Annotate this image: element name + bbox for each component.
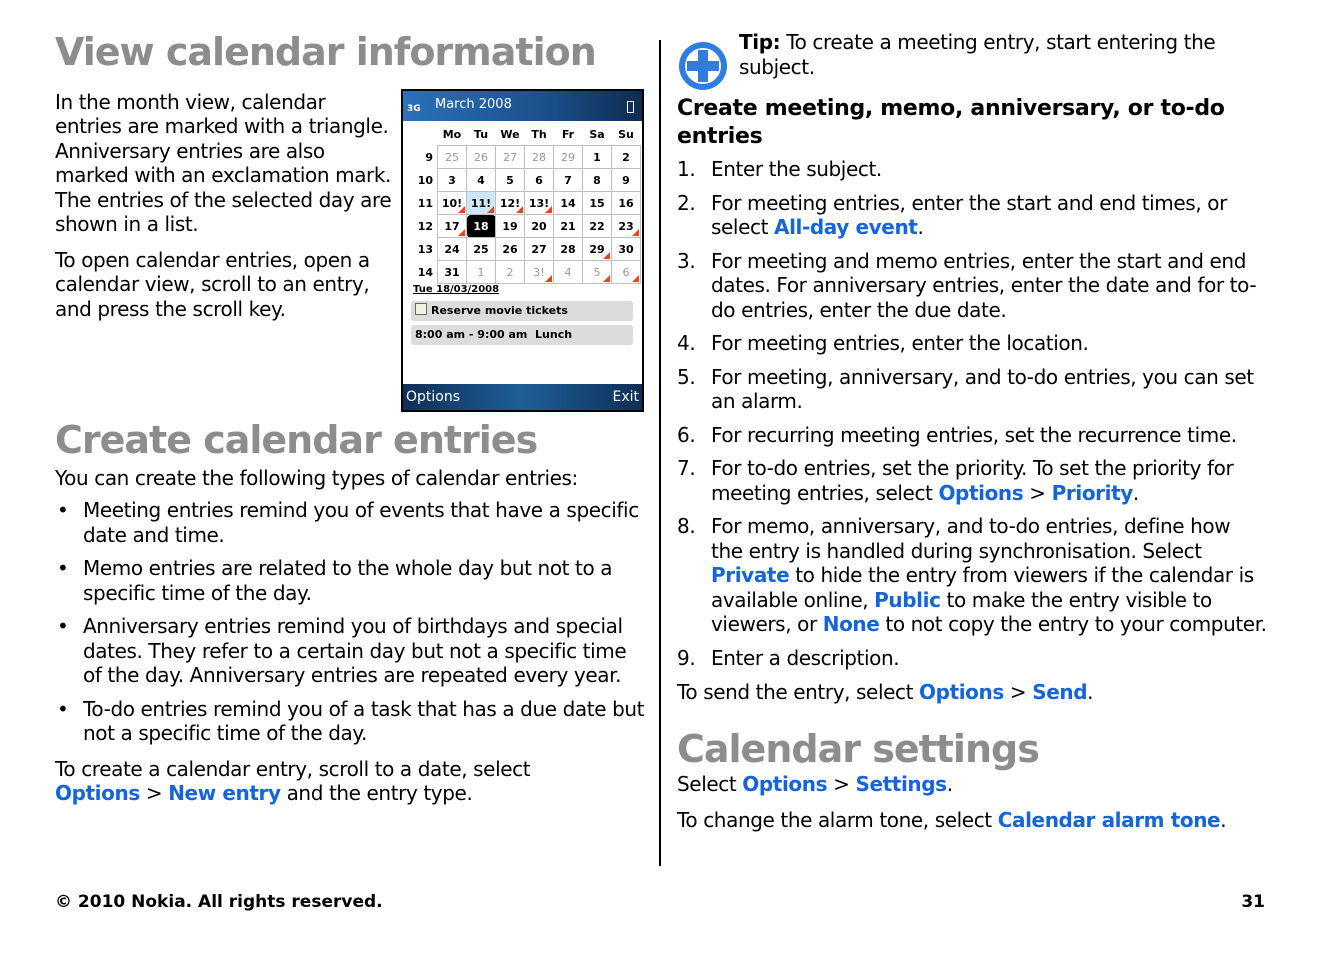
memo-icon — [415, 303, 427, 315]
list-item: 6. For recurring meeting entries, set the recurrence time. — [677, 422, 1237, 447]
day-cell[interactable]: 2 — [612, 146, 641, 169]
week-number: 12 — [417, 219, 433, 233]
list-item: 5. For meeting, anniversary, and to-do entries, you can set an alarm. — [677, 364, 1254, 413]
list-item: 8. For memo, anniversary, and to-do entries, define how the entry is handled during synchronisation. Select Private to hide the entry from viewers if the calendar is available online, Public to make the entry visible to viewers, or None to not copy the entry to your computer. — [677, 514, 1267, 636]
view-paragraph-1: In the month view, calendar entries are marked with a triangle. Anniversary entries are also marked with an exclamation mark. The entries of the selected day are shown in a list. — [55, 89, 392, 237]
public-link[interactable]: Public — [874, 587, 941, 612]
month-title: March 2008 — [435, 97, 512, 112]
day-cell[interactable]: 28 — [525, 146, 554, 169]
create-intro: You can create the following types of calendar entries: — [55, 465, 578, 490]
options-softkey[interactable]: Options — [406, 389, 461, 405]
day-cell[interactable]: 6 — [525, 169, 554, 192]
day-cell[interactable]: 25 — [438, 146, 467, 169]
entry-marker-icon — [516, 206, 523, 213]
day-cell[interactable]: 31 — [438, 261, 467, 284]
entry-marker-icon — [545, 275, 552, 282]
all-day-event-link[interactable]: All-day event — [774, 215, 918, 239]
list-item: 7. For to-do entries, set the priority. To set the priority for meeting entries, select Options > Priority. — [677, 456, 1234, 505]
list-item: 1. Enter the subject. — [677, 157, 882, 181]
day-cell[interactable]: 29 — [554, 146, 583, 169]
day-cell[interactable]: 15 — [583, 192, 612, 215]
list-item: • Meeting entries remind you of events that have a specific date and time. — [55, 498, 645, 547]
entry-marker-icon — [458, 206, 465, 213]
weekday-header: Sa — [589, 127, 605, 141]
day-cell[interactable]: 17 — [438, 215, 467, 238]
list-item: • Memo entries are related to the whole day but not to a specific time of the day. — [55, 556, 645, 605]
battery-icon — [627, 101, 634, 113]
day-cell[interactable]: 21 — [554, 215, 583, 238]
day-cell[interactable]: 26 — [496, 238, 525, 261]
day-cell[interactable]: 5 — [496, 169, 525, 192]
week-number: 9 — [425, 150, 433, 164]
day-cell[interactable]: 10! — [438, 192, 467, 215]
new-entry-link[interactable]: New entry — [168, 781, 281, 806]
list-item: • To-do entries remind you of a task that has a due date but not a specific time of the day. — [55, 697, 645, 746]
weekday-header: Mo — [442, 127, 462, 141]
tip-box — [677, 30, 1267, 79]
weekday-header: Su — [618, 127, 634, 141]
day-cell[interactable]: 19 — [496, 215, 525, 238]
entry-marker-icon — [487, 206, 494, 213]
list-item: 3. For meeting and memo entries, enter the start and end dates. For anniversary entries, enter the date and for to-do entries, enter the due date. — [677, 248, 1257, 322]
none-link[interactable]: None — [822, 612, 880, 636]
right-column — [677, 30, 1267, 832]
options-link[interactable]: Options — [938, 480, 1024, 505]
day-cell[interactable]: 22 — [583, 215, 612, 238]
week-number: 10 — [417, 173, 433, 187]
day-cell[interactable]: 5 — [583, 261, 612, 284]
entry-marker-icon — [632, 275, 639, 282]
calendar-month-screenshot — [401, 89, 644, 412]
day-cell[interactable]: 16 — [612, 192, 641, 215]
network-indicator: 3G — [407, 104, 421, 114]
day-cell[interactable]: 14 — [554, 192, 583, 215]
day-cell[interactable]: 4 — [467, 169, 496, 192]
entry-marker-icon — [603, 252, 610, 259]
entry-marker-icon — [632, 229, 639, 236]
entry-marker-icon — [458, 229, 465, 236]
send-instruction: To send the entry, select Options > Send. — [677, 680, 1094, 704]
tip-text: Tip: To create a meeting entry, start entering the subject. — [739, 30, 1216, 79]
alarm-instruction: To change the alarm tone, select Calendar alarm tone. — [677, 807, 1227, 832]
private-link[interactable]: Private — [711, 563, 790, 587]
day-cell[interactable]: 2 — [496, 261, 525, 284]
day-cell[interactable]: 6 — [612, 261, 641, 284]
weekday-header: Th — [531, 127, 547, 141]
selected-date: Tue 18/03/2008 — [413, 284, 500, 295]
create-entries-heading: Create meeting, memo, anniversary, or to-do entries — [677, 96, 1225, 149]
day-cell[interactable]: 20 — [525, 215, 554, 238]
week-number: 13 — [417, 242, 433, 256]
day-cell[interactable]: 25 — [467, 238, 496, 261]
day-cell[interactable]: 26 — [467, 146, 496, 169]
view-paragraph-2: To open calendar entries, open a calendar view, scroll to an entry, and press the scroll key. — [55, 247, 370, 321]
day-cell[interactable]: 13! — [525, 192, 554, 215]
day-cell[interactable]: 24 — [438, 238, 467, 261]
day-cell[interactable]: 1 — [467, 261, 496, 284]
entry-marker-icon — [603, 275, 610, 282]
day-cell[interactable]: 9 — [612, 169, 641, 192]
week-number: 11 — [417, 196, 433, 210]
send-link[interactable]: Send — [1032, 680, 1088, 704]
options-link[interactable]: Options — [919, 680, 1004, 704]
day-cell[interactable]: 3! — [525, 261, 554, 284]
weekday-header: Fr — [561, 127, 575, 141]
day-cell[interactable]: 8 — [583, 169, 612, 192]
week-number: 14 — [417, 265, 433, 279]
day-cell[interactable]: 18 — [467, 215, 496, 238]
calendar-alarm-tone-link[interactable]: Calendar alarm tone — [997, 807, 1221, 832]
day-cell[interactable]: 23 — [612, 215, 641, 238]
day-cell[interactable]: 28 — [554, 238, 583, 261]
day-cell[interactable]: 4 — [554, 261, 583, 284]
month-grid — [409, 123, 641, 284]
day-cell[interactable]: 12! — [496, 192, 525, 215]
options-link[interactable]: Options — [742, 772, 828, 797]
settings-link[interactable]: Settings — [855, 772, 947, 797]
entry-marker-icon — [545, 206, 552, 213]
entry-types-list — [55, 498, 645, 746]
exit-softkey[interactable]: Exit — [612, 389, 639, 405]
day-cell[interactable]: 29 — [583, 238, 612, 261]
steps-list — [677, 157, 1267, 670]
settings-instruction: Select Options > Settings. — [677, 772, 953, 797]
priority-link[interactable]: Priority — [1051, 480, 1133, 505]
create-outro: To create a calendar entry, scroll to a date, select Options > New entry and the entry type. — [55, 756, 531, 806]
list-item: 2. For meeting entries, enter the start and end times, or select All-day event. — [677, 190, 1227, 239]
weekday-header: We — [500, 127, 520, 141]
options-link[interactable]: Options — [55, 781, 140, 806]
day-cell[interactable]: 11! — [467, 192, 496, 215]
list-item: 4. For meeting entries, enter the location. — [677, 331, 1089, 355]
day-cell[interactable]: 27 — [496, 146, 525, 169]
day-cell[interactable]: 27 — [525, 238, 554, 261]
page-footer — [55, 892, 1265, 912]
page-number: 31 — [1241, 892, 1265, 912]
plus-icon — [677, 40, 729, 96]
softkey-bar — [403, 384, 642, 410]
day-cell[interactable]: 1 — [583, 146, 612, 169]
day-cell[interactable]: 30 — [612, 238, 641, 261]
phone-title-bar — [403, 91, 642, 121]
column-divider — [659, 40, 661, 866]
day-cell[interactable]: 3 — [438, 169, 467, 192]
create-calendar-title: Create calendar entries — [55, 418, 538, 463]
calendar-settings-title: Calendar settings — [677, 726, 1039, 771]
weekday-header: Tu — [473, 127, 489, 141]
copyright: © 2010 Nokia. All rights reserved. — [55, 892, 383, 912]
list-item: • Anniversary entries remind you of birthdays and special dates. They refer to a certain day but not a specific time of the day. Anniversary entries are repeated every year. — [55, 614, 645, 688]
view-calendar-title: View calendar information — [55, 30, 596, 74]
entry-meeting[interactable]: 8:00 am - 9:00 am Lunch — [411, 325, 633, 345]
entry-memo[interactable]: Reserve movie tickets — [411, 301, 633, 321]
list-item: 9. Enter a description. — [677, 645, 900, 670]
day-cell[interactable]: 7 — [554, 169, 583, 192]
